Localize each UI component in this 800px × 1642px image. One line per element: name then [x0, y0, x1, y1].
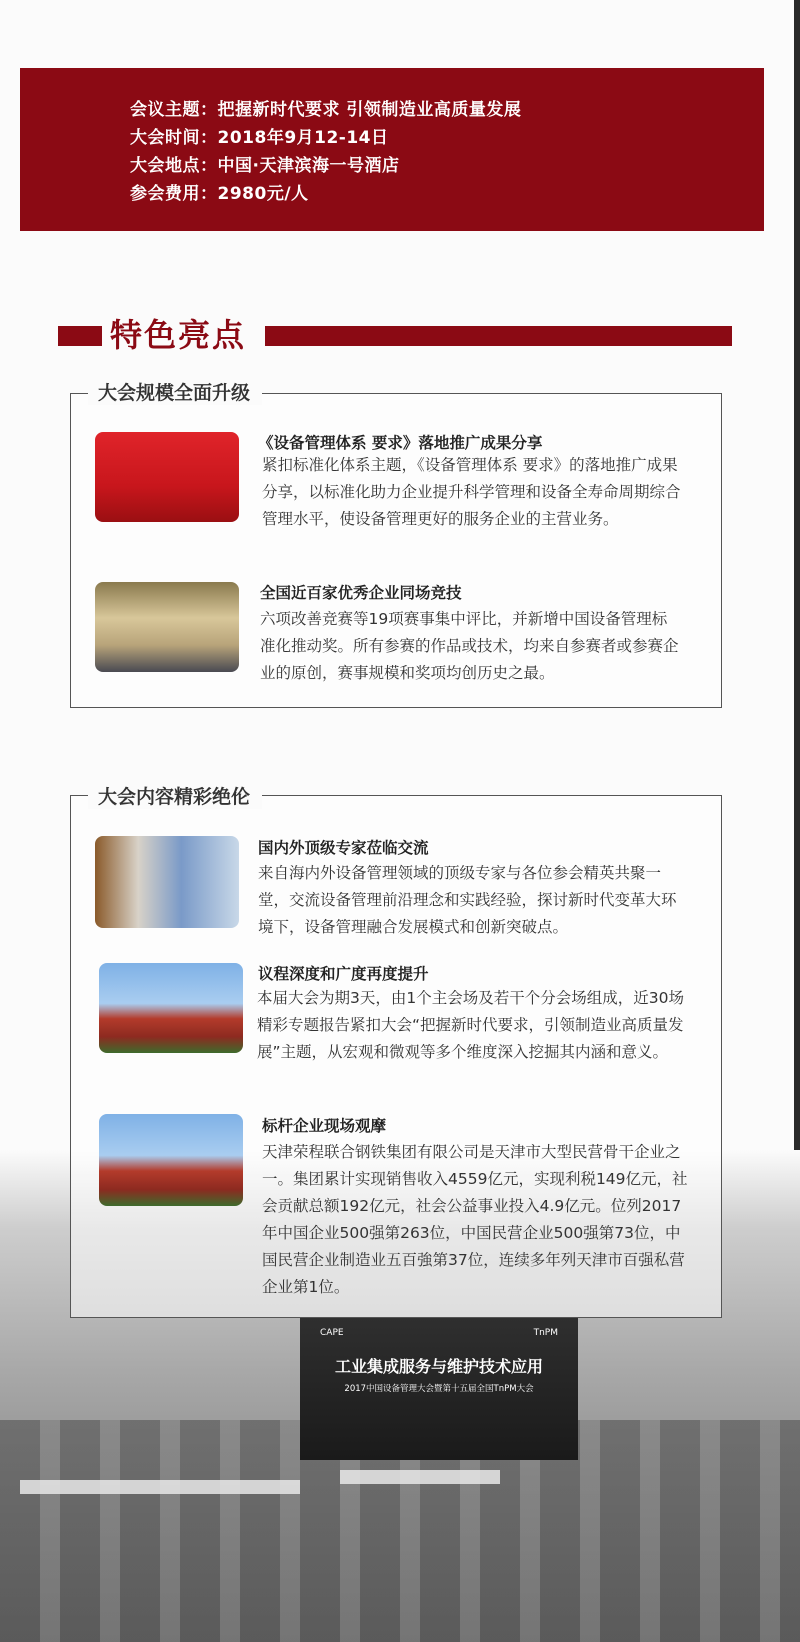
item-body-experts: 来自海内外设备管理领域的顶级专家与各位参会精英共聚一堂，交流设备管理前沿理念和实践经验，探讨新时代变革大环境下，设备管理融合发展模式和创新突破点。 — [258, 864, 677, 936]
item-body-standard: 紧扣标准化体系主题，《设备管理体系 要求》的落地推广成果分享，以标准化助力企业提升科学管理和设备全寿命周期综合管理水平，使设备管理更好的服务企业的主营业务。 — [262, 456, 681, 528]
item-title-standard: 《设备管理体系 要求》落地推广成果分享 — [258, 434, 543, 452]
screen-subtitle: 2017中国设备管理大会暨第十五届全国TnPM大会 — [344, 1384, 534, 1394]
item-body-agenda: 本届大会为期3天，由1个主会场及若干个分会场组成，近30场精彩专题报告紧扣大会“把握新时代要求，引领制造业高质量发展”主题，从宏观和微观等多个维度深入挖掘其内涵和意义。 — [257, 989, 684, 1061]
conference-time: 大会时间：2018年9月12-14日 — [130, 128, 389, 148]
screen-logo-right: TnPM — [533, 1328, 558, 1338]
conference-theme: 会议主题：把握新时代要求 引领制造业高质量发展 — [130, 100, 522, 120]
section-title: 特色亮点 — [110, 316, 247, 354]
item-title-experts: 国内外顶级专家莅临交流 — [258, 839, 429, 857]
section-bar-right — [265, 326, 732, 346]
section-bar-left — [58, 326, 102, 346]
conference-fee: 参会费用：2980元/人 — [130, 184, 309, 204]
benchmark-company-photo — [99, 1114, 243, 1206]
competition-photo — [95, 582, 239, 672]
stage-screen — [300, 1318, 578, 1460]
screen-logo-left: CAPE — [320, 1328, 344, 1338]
table-row — [20, 1480, 300, 1494]
item-body-benchmark: 天津荣程联合钢铁集团有限公司是天津市大型民营骨干企业之一。集团累计实现销售收入4559亿元，实现利税149亿元，社会贡献总额192亿元，社会公益事业投入4.9亿元。位列2017年中国企业500强第263位，中国民营企业500强第73位，中国民营企业制造业五百強第37位，连续多年列天津市百强私营企业第1位。 — [262, 1143, 688, 1296]
item-title-competition: 全国近百家优秀企业同场竞技 — [260, 584, 462, 602]
item-title-agenda: 议程深度和广度再度提升 — [258, 965, 429, 983]
standard-release-photo — [95, 432, 239, 522]
group-title-scale: 大会规模全面升级 — [88, 378, 262, 405]
group-title-content: 大会内容精彩绝伦 — [88, 782, 262, 809]
venue-building-photo — [99, 963, 243, 1053]
conference-place: 大会地点：中国·天津滨海一号酒店 — [130, 156, 400, 176]
expert-speech-photo — [95, 836, 239, 928]
conference-info-panel — [20, 68, 764, 231]
table-row — [340, 1470, 500, 1484]
item-body-competition: 六项改善竞赛等19项赛事集中评比，并新增中国设备管理标准化推动奖。所有参赛的作品或技术，均来自参赛者或参赛企业的原创，赛事规模和奖项均创历史之最。 — [260, 610, 679, 682]
screen-title: 工业集成服务与维护技术应用 — [334, 1357, 543, 1376]
item-title-benchmark: 标杆企业现场观摩 — [262, 1117, 387, 1135]
